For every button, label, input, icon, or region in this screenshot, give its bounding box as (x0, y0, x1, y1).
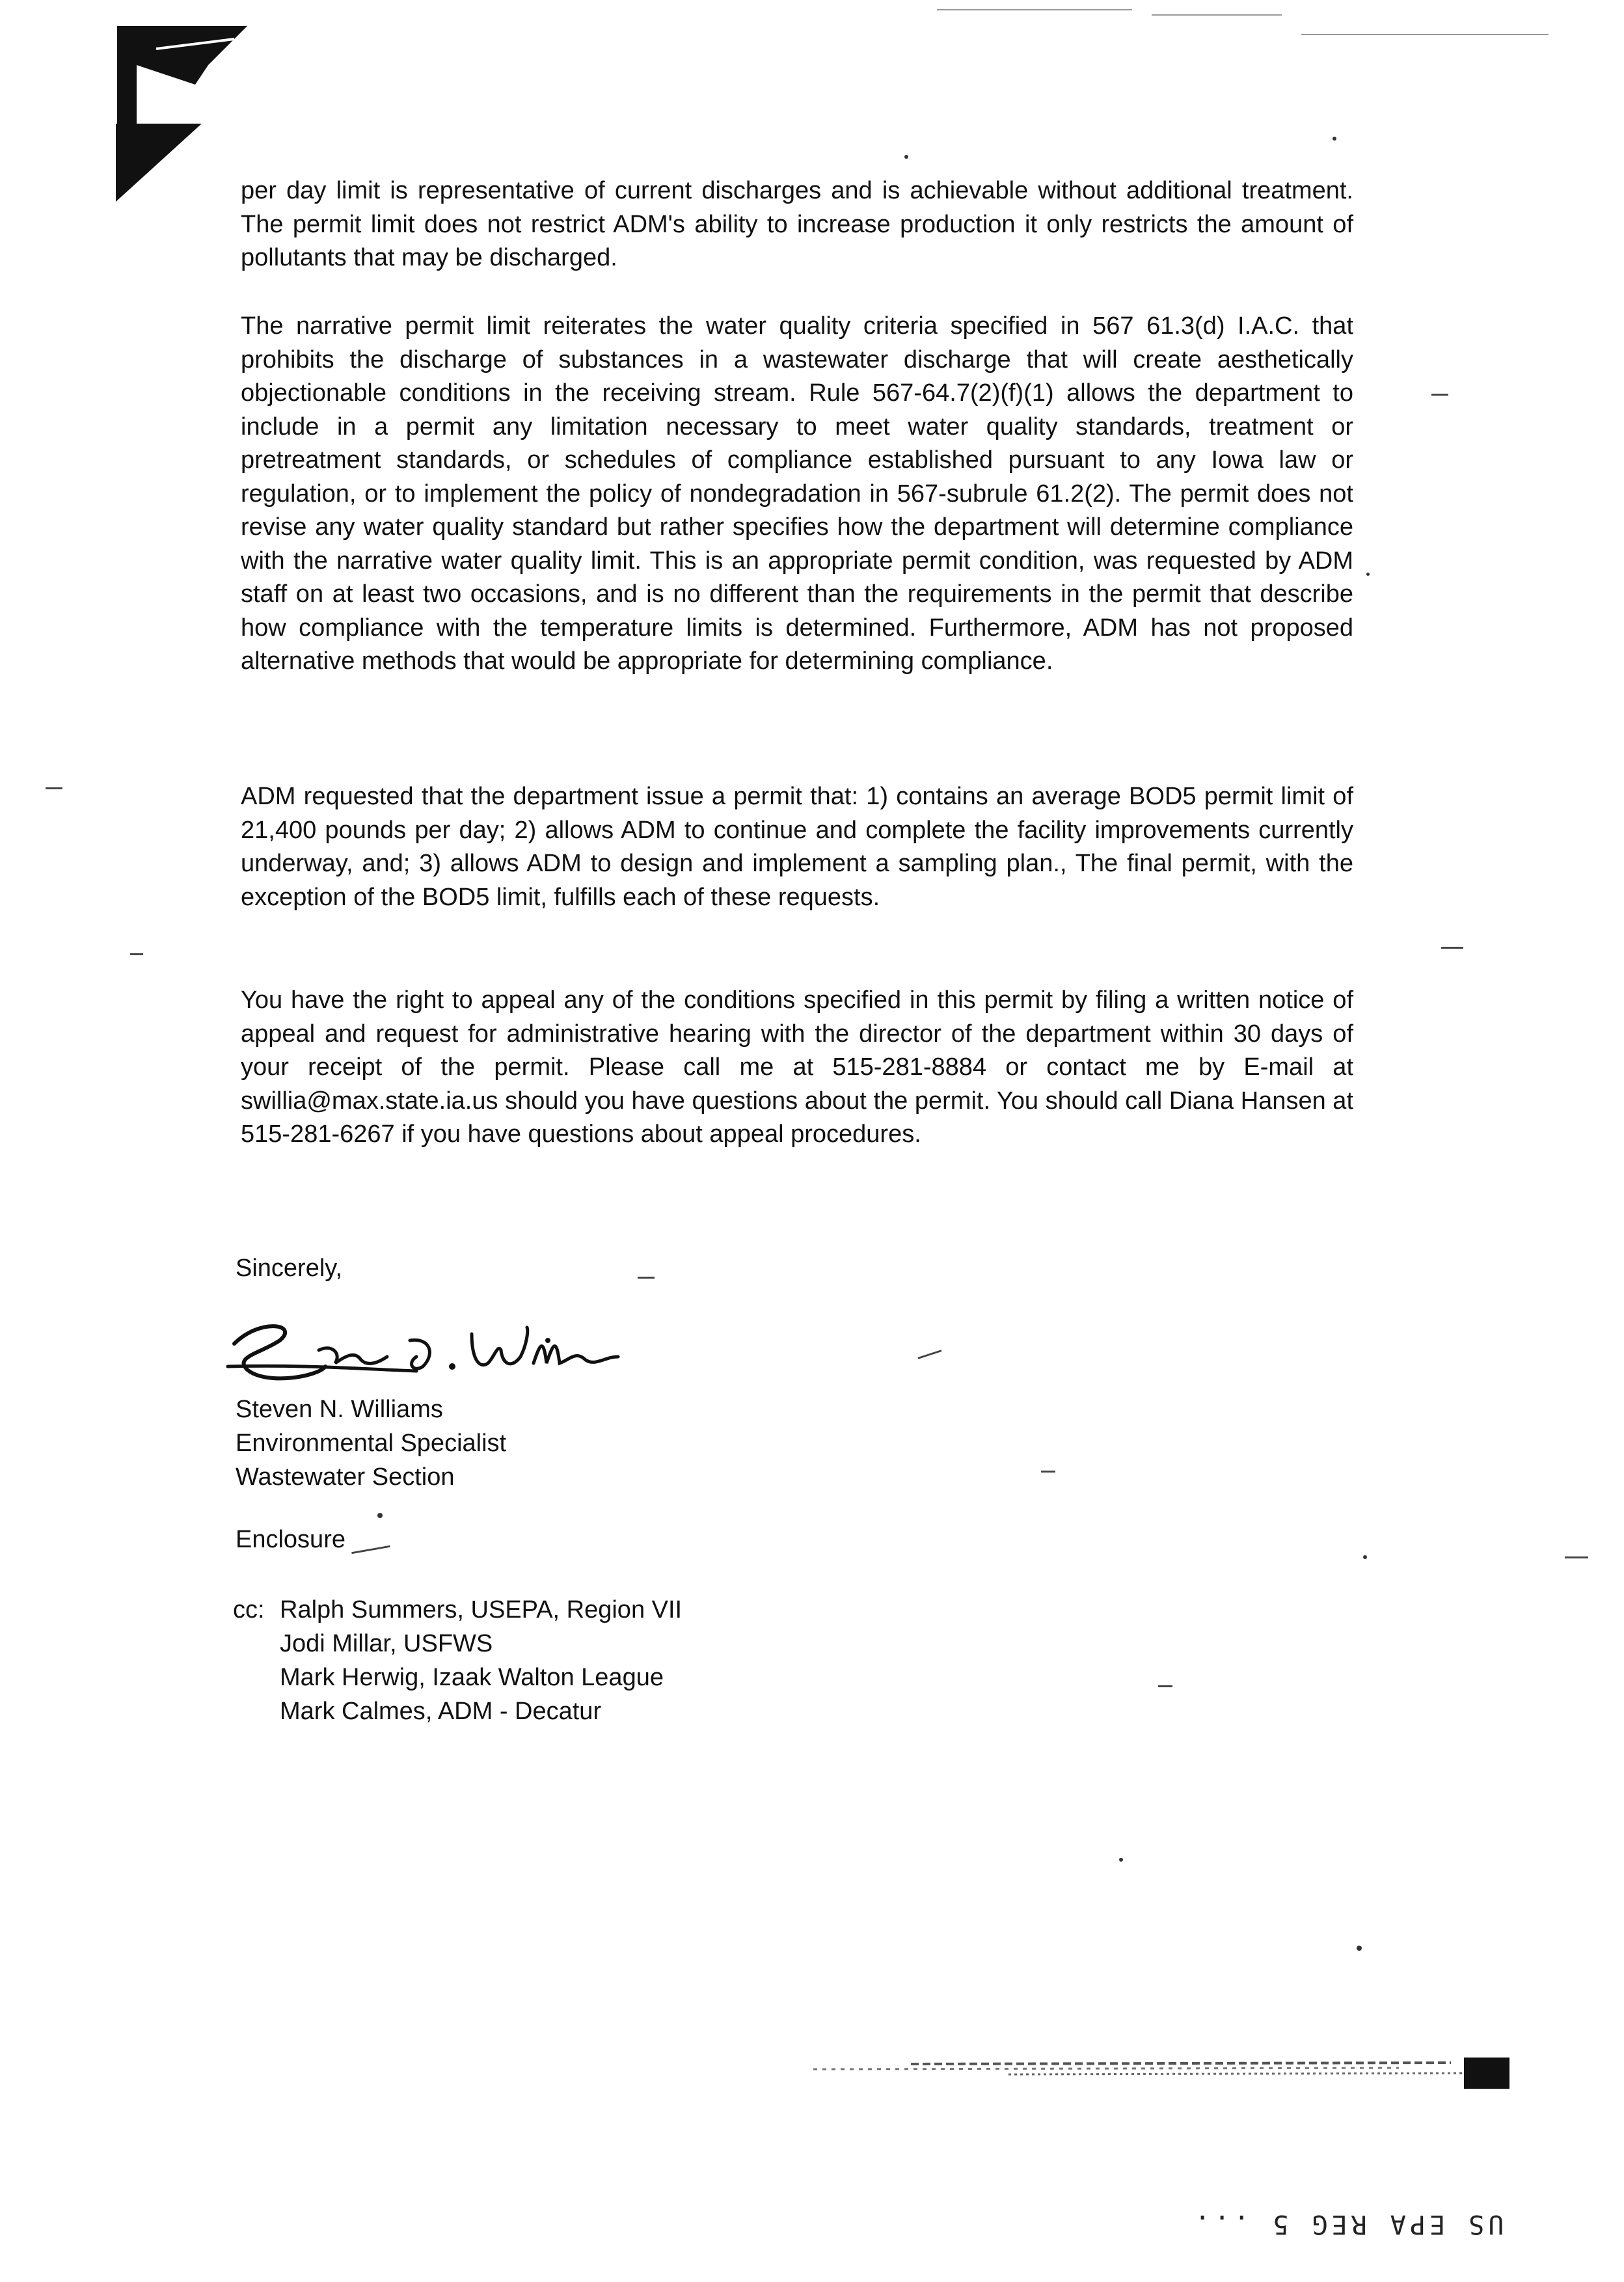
cc-recipient: Mark Calmes, ADM - Decatur (280, 1698, 602, 1725)
corner-fax-mark (111, 26, 260, 202)
handwritten-signature (221, 1305, 638, 1396)
cc-recipient: Mark Herwig, Izaak Walton League (280, 1664, 664, 1691)
paragraph-adm-requests: ADM requested that the department issue a permit that: 1) contains an average BOD5 permit limit of 21,400 pounds per day; 2) allows ADM to continue and complete the facility improvements currently underway, and; 3) allows ADM to design and implement a sampling plan., The final permit, with the exception of the BOD5 limit, fulfills each of these requests. (241, 783, 1353, 911)
scan-dash (1441, 947, 1463, 949)
scan-speck (377, 1513, 383, 1518)
cc-recipient: Jodi Millar, USFWS (280, 1630, 493, 1657)
scan-dash (638, 1277, 655, 1279)
scan-dash (1565, 1556, 1588, 1558)
signer-title: Environmental Specialist (236, 1430, 507, 1457)
fax-header: US EPA REG 5 ... (1191, 2209, 1504, 2239)
scan-speck (904, 155, 908, 159)
scan-dash (1158, 1685, 1172, 1687)
closing-salutation: Sincerely, (236, 1255, 343, 1282)
scan-speck (1363, 1555, 1367, 1559)
scan-dash (46, 787, 62, 789)
cc-recipient: Ralph Summers, USEPA, Region VII (280, 1596, 683, 1623)
scan-line (937, 9, 1132, 10)
scan-speck (1357, 1946, 1362, 1951)
paragraph-narrative-limit: The narrative permit limit reiterates the water quality criteria specified in 567 61.3(d) I.A.C. that prohibits the discharge of substances in a wastewater discharge that will create aesthetically objectionable conditions in the receiving stream. Rule 567-64.7(2)(f)(1) allows the department to include in a permit any limitation necessary to meet water quality standards, treatment or pretreatment standards, or schedules of compliance established pursuant to any Iowa law or regulation, or to implement the policy of nondegradation in 567-subrule 61.2(2). The permit does not revise any water quality standard but rather specifies how the department will determine compliance with the narrative water quality limit. This is an appropriate permit condition, was requested by ADM staff on at least two occasions, and is no different than the requirements in the permit that describe how compliance with the temperature limits is determined. Furthermore, ADM has not proposed alternative methods that would be appropriate for determining compliance. (241, 312, 1353, 675)
paragraph-appeal-rights: You have the right to appeal any of the conditions specified in this permit by filing a written notice of appeal and request for administrative hearing with the director of the department within 30 days of your receipt of the permit. Please call me at 515-281-8884 or contact me by E-mail at swillia@max.state.ia.us should you have questions about the permit. You should call Diana Hansen at 515-281-6267 if you have questions about appeal procedures. (241, 986, 1353, 1148)
scan-dash (1041, 1471, 1055, 1473)
scan-speck (1119, 1858, 1123, 1862)
scan-dash (917, 1350, 941, 1359)
cc-label: cc: (233, 1596, 265, 1623)
scan-dash (130, 953, 143, 955)
signature-block (236, 1392, 506, 1494)
signer-section: Wastewater Section (236, 1463, 455, 1491)
scan-speck (1333, 137, 1336, 141)
cc-row (233, 1593, 682, 1627)
scan-speck (1366, 573, 1370, 576)
enclosure-note: Enclosure (236, 1526, 345, 1553)
scan-dash (1431, 394, 1448, 396)
scan-line (1301, 34, 1549, 35)
scan-line (1152, 14, 1282, 16)
paragraph-production-limit: per day limit is representative of current discharges and is achievable without additional treatment. The permit limit does not restrict ADM's ability to increase production it only restricts the amount of pollutants that may be discharged. (241, 177, 1353, 271)
scan-dash (351, 1545, 390, 1554)
signer-name: Steven N. Williams (236, 1396, 443, 1423)
fax-noise-band (813, 2050, 1509, 2089)
cc-list (233, 1593, 682, 1728)
